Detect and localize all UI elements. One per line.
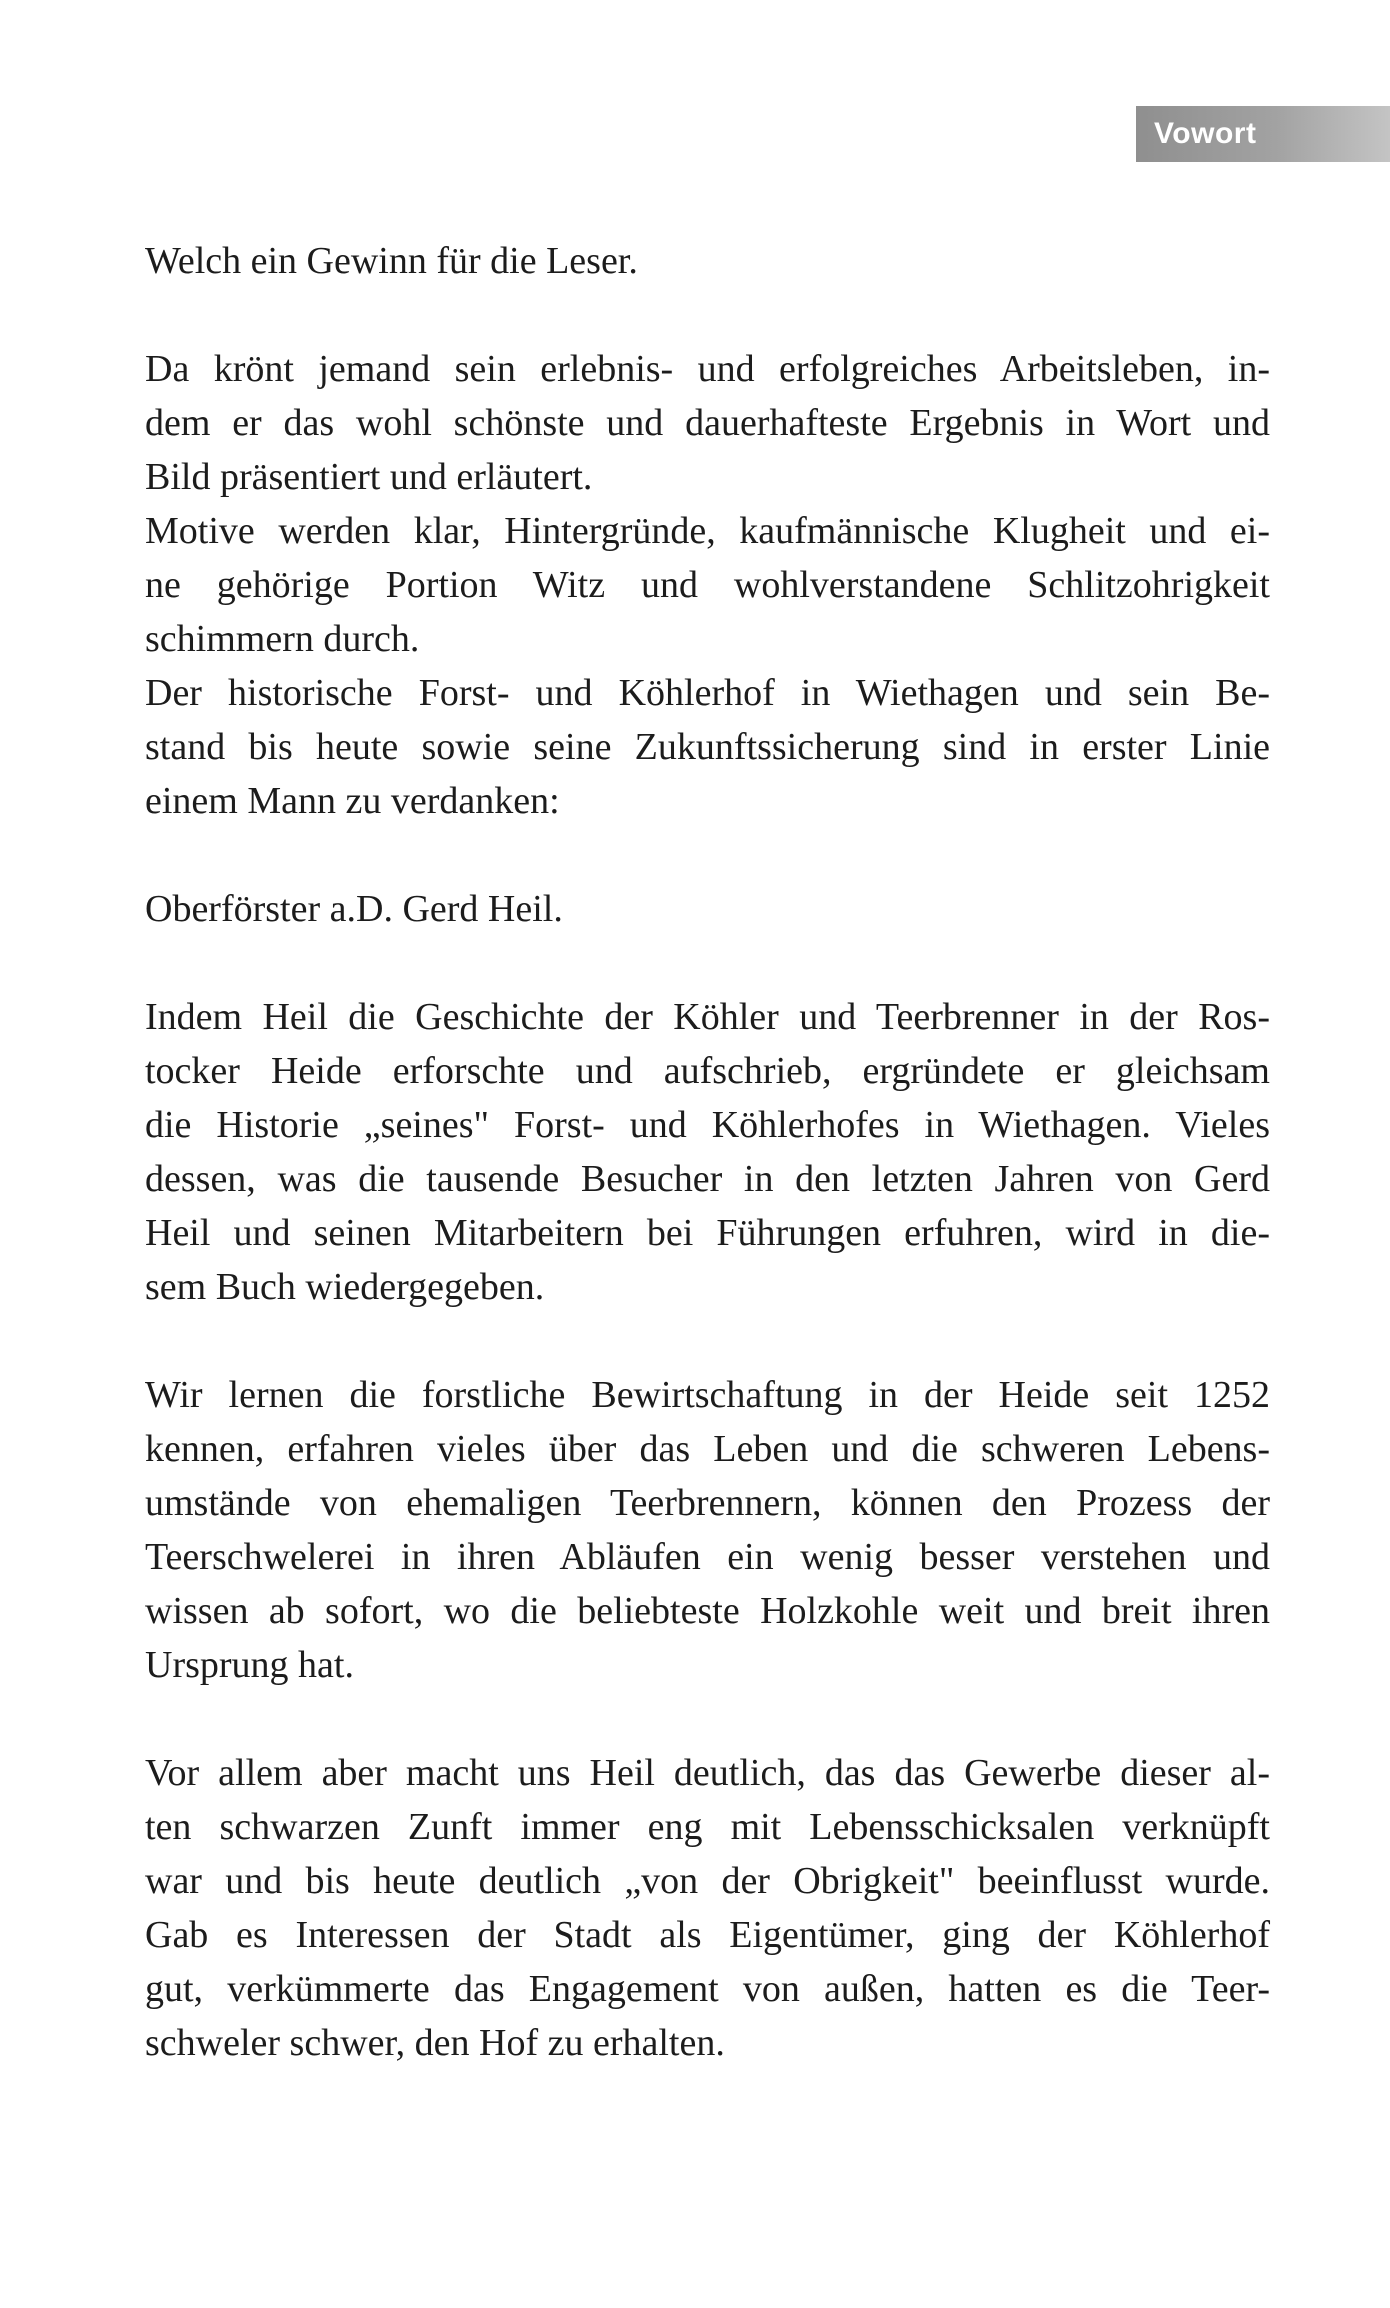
text-line: Teerschwelerei in ihren Abläufen ein wenig besser verstehen und	[145, 1536, 1270, 1578]
text-line: Der historische Forst- und Köhlerhof in Wiethagen und sein Be-	[145, 672, 1270, 714]
text-line: sem Buch wiedergegeben.	[145, 1266, 545, 1308]
paragraph	[145, 234, 1270, 288]
text-line: Vor allem aber macht uns Heil deutlich, das das Gewerbe dieser al-	[145, 1752, 1270, 1794]
paragraph-gap	[145, 1692, 1270, 1746]
text-line: einem Mann zu verdanken:	[145, 780, 560, 822]
text-line: war und bis heute deutlich „von der Obrigkeit" beeinflusst wurde.	[145, 1860, 1270, 1902]
text-line: wissen ab sofort, wo die beliebteste Holzkohle weit und breit ihren	[145, 1590, 1270, 1632]
paragraph	[145, 882, 1270, 936]
paragraph	[145, 342, 1270, 828]
text-line: Gab es Interessen der Stadt als Eigentümer, ging der Köhlerhof	[145, 1914, 1270, 1956]
text-line: umstände von ehemaligen Teerbrennern, können den Prozess der	[145, 1482, 1270, 1524]
text-line: schimmern durch.	[145, 618, 420, 660]
paragraph-gap	[145, 288, 1270, 342]
text-line: Oberförster a.D. Gerd Heil.	[145, 888, 563, 930]
text-line: stand bis heute sowie seine Zukunftssicherung sind in erster Linie	[145, 726, 1270, 768]
paragraph	[145, 990, 1270, 1314]
paragraph-gap	[145, 936, 1270, 990]
paragraph-gap	[145, 828, 1270, 882]
text-line: Heil und seinen Mitarbeitern bei Führungen erfuhren, wird in die-	[145, 1212, 1270, 1254]
paragraph-gap	[145, 1314, 1270, 1368]
text-line: die Historie „seines" Forst- und Köhlerhofes in Wiethagen. Vieles	[145, 1104, 1270, 1146]
text-line: Welch ein Gewinn für die Leser.	[145, 240, 638, 282]
text-line: Motive werden klar, Hintergründe, kaufmännische Klugheit und ei-	[145, 510, 1270, 552]
text-line: Wir lernen die forstliche Bewirtschaftung in der Heide seit 1252	[145, 1374, 1270, 1416]
paragraph	[145, 1368, 1270, 1692]
text-line: Da krönt jemand sein erlebnis- und erfolgreiches Arbeitsleben, in-	[145, 348, 1270, 390]
body-text	[145, 234, 1270, 2070]
text-line: ne gehörige Portion Witz und wohlverstandene Schlitzohrigkeit	[145, 564, 1270, 606]
text-line: kennen, erfahren vieles über das Leben und die schweren Lebens-	[145, 1428, 1270, 1470]
text-line: gut, verkümmerte das Engagement von außen, hatten es die Teer-	[145, 1968, 1270, 2010]
text-line: Indem Heil die Geschichte der Köhler und Teerbrenner in der Ros-	[145, 996, 1270, 1038]
paragraph	[145, 1746, 1270, 2070]
text-line: dessen, was die tausende Besucher in den letzten Jahren von Gerd	[145, 1158, 1270, 1200]
text-line: dem er das wohl schönste und dauerhafteste Ergebnis in Wort und	[145, 402, 1270, 444]
text-line: tocker Heide erforschte und aufschrieb, ergründete er gleichsam	[145, 1050, 1270, 1092]
text-line: schweler schwer, den Hof zu erhalten.	[145, 2022, 725, 2064]
text-line: ten schwarzen Zunft immer eng mit Lebensschicksalen verknüpft	[145, 1806, 1270, 1848]
section-tab	[1136, 106, 1390, 162]
text-line: Ursprung hat.	[145, 1644, 354, 1686]
section-label: Vowort	[1154, 117, 1257, 150]
text-line: Bild präsentiert und erläutert.	[145, 456, 593, 498]
